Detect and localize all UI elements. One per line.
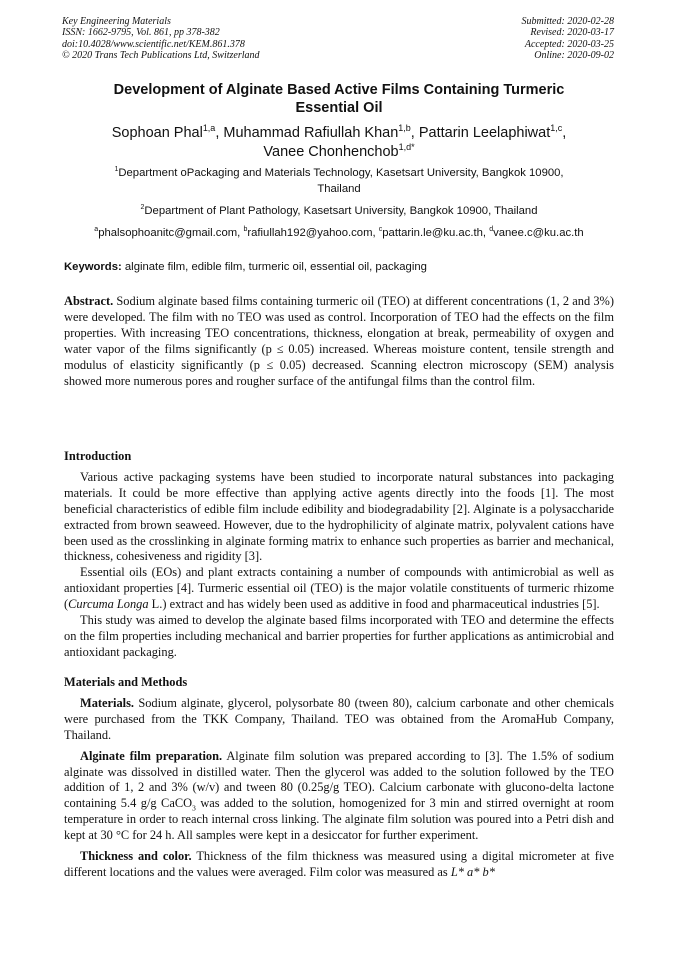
doi-line: doi:10.4028/www.scientific.net/KEM.861.378	[62, 38, 245, 50]
keywords	[64, 260, 614, 274]
email-b[interactable]: rafiullah192@yahoo.com,	[247, 227, 379, 239]
journal-header-left	[62, 16, 260, 62]
species-name: Curcuma Longa	[68, 597, 149, 612]
email-b-mark: b	[243, 226, 248, 234]
keywords-label: Keywords:	[64, 261, 122, 273]
email-d-mark: d	[489, 226, 494, 234]
author-1-name: Sophoan Phal	[111, 125, 203, 141]
title-line-1: Development of Alginate Based Active Films Containing Turmeric	[113, 82, 565, 98]
author-3-name: Pattarin Leelaphiwat	[418, 125, 551, 141]
film-preparation-text-a: Alginate film solution was prepared according to [3]. The 1.5% of sodium alginate was dissolved in distilled water. Then the glycerol was added to the solution followed by the TEO addition of 1, 2 and 3% (w/v) and tween 80 (0.25g/g TEO). Calcium carbonate with glucono-delta lactone containing 5.4 g/g CaCO	[64, 748, 614, 811]
lab-color-notation: L* a* b*	[450, 864, 495, 879]
methods-heading: Materials and Methods	[64, 675, 188, 689]
author-emails	[80, 226, 598, 242]
thickness-color-label: Thickness and color.	[80, 849, 192, 864]
email-c-mark: c	[378, 226, 383, 234]
affiliation-1-line-1: Department oPackaging and Materials Technology, Kasetsart University, Bangkok 10900,	[118, 167, 564, 179]
online-date: Online: 2020-09-02	[534, 50, 614, 62]
email-a-mark: a	[94, 226, 99, 234]
affiliation-2-text: Department of Plant Pathology, Kasetsart University, Bangkok 10900, Thailand	[144, 205, 538, 217]
author-1-affil: 1,a	[202, 123, 216, 134]
author-2-name: Muhammad Rafiullah Khan	[223, 125, 399, 141]
author-4-affil: 1,d*	[398, 142, 415, 153]
keywords-text: alginate film, edible film, turmeric oil, essential oil, packaging	[121, 261, 427, 273]
journal-header-right	[522, 16, 615, 62]
author-3-affil: 1,c	[550, 123, 563, 134]
journal-name: Key Engineering Materials	[62, 16, 171, 27]
issn-line: ISSN: 1662-9795, Vol. 861, pp 378-382	[62, 27, 220, 39]
thickness-color-paragraph	[64, 849, 614, 881]
affiliation-1-line-2: Thailand	[317, 182, 361, 195]
author-2-affil: 1,b	[398, 123, 411, 134]
abstract-text: Sodium alginate based films containing turmeric oil (TEO) at different concentrations (1, 2 and 3%) were developed. The film with no TEO was used as control. Incorporation of TEO had the effects on the film properties. With increasing TEO concentrations, thickness, elongation at break, permeability of oxygen and water vapor of the films significantly (p ≤ 0.05) increased. Whereas moisture content, tensile strength and modulus of elasticity significantly (p ≤ 0.05) decreased. Scanning electron microscopy (SEM) analysis showed more numerous pores and rougher surface of the antifungal films than the control film.	[64, 294, 614, 388]
introduction-paragraph-2	[64, 565, 614, 613]
author-4-name: Vanee Chonhenchob	[263, 144, 399, 160]
email-c[interactable]: pattarin.le@ku.ac.th,	[382, 227, 490, 239]
film-preparation-label: Alginate film preparation.	[80, 748, 223, 763]
materials-paragraph	[64, 696, 614, 744]
introduction-paragraph-1: Various active packaging systems have been studied to incorporate natural substances into packaging materials. It could be more effective than applying active agents directly into the foods [1]. The most beneficial characteristics of edible film include edibility and biodegradability [2]. Alginate is a polysaccharide extracted from brown seaweed. However, due to the hydrophilicity of alginate matrix, polyvalent cations have been used as the crosslinking in alginate forming matrix to enhance such properties as barrier and mechanical, thickness, cohesiveness and rigidity [3].	[64, 469, 614, 564]
caco3-subscript: 3	[192, 803, 196, 813]
introduction-heading: Introduction	[64, 449, 132, 463]
affiliation-2-mark: 2	[140, 204, 145, 212]
affiliation-2	[80, 204, 598, 220]
submitted-date: Submitted: 2020-02-28	[521, 16, 614, 27]
film-preparation-text-b: was added to the solution, homogenized for 3 min and stirred overnight at room temperature in order to reach internal cross linking. The alginate film solution was poured into a Petri dish and kept at 30 °C for 24 h. All samples were kept in a desiccator for further experiment.	[64, 796, 614, 843]
materials-label: Materials.	[80, 695, 135, 710]
abstract	[64, 294, 614, 389]
intro-p2-text-b: L.) extract and has widely been used as additive in food and pharmaceutical industries [5].	[148, 597, 600, 612]
email-a[interactable]: phalsophoanitc@gmail.com,	[98, 227, 244, 239]
affiliation-1-mark: 1	[114, 166, 119, 174]
thickness-color-text: Thickness of the film thickness was measured using a digital micrometer at five different locations and the values were averaged. Film color was measured as	[64, 849, 614, 879]
author-list: Sophoan Phal$^{1,a}$, Muhammad Rafiullah Khan$^{1,b}$, Pattarin Leelaphiwat$^{1,c}$, Vanee Chonhenchob$^{1,d*}$	[111, 123, 567, 160]
intro-p2-text-a: Essential oils (EOs) and plant extracts containing a number of compounds with antimicrobial as well as antioxidant properties [4]. Turmeric essential oil (TEO) is the major volatile constituents of turmeric rhizome (	[64, 565, 614, 612]
introduction-paragraph-3: This study was aimed to develop the alginate based films incorporated with TEO and determine the effects on the film properties including mechanical and barrier properties for further applications as antimicrobial and antioxidant packaging.	[64, 613, 614, 659]
methods-section	[64, 675, 614, 881]
affiliation-1	[80, 166, 598, 197]
abstract-label: Abstract.	[64, 294, 114, 308]
introduction-section	[64, 449, 614, 661]
email-d[interactable]: vanee.c@ku.ac.th	[493, 227, 584, 239]
accepted-date: Accepted: 2020-03-25	[524, 38, 614, 50]
revised-date: Revised: 2020-03-17	[530, 27, 614, 39]
title-line-2: Essential Oil	[295, 100, 383, 116]
copyright-line: © 2020 Trans Tech Publications Ltd, Switzerland	[62, 50, 260, 62]
paper-title	[70, 81, 608, 117]
materials-text: Sodium alginate, glycerol, polysorbate 80 (tween 80), calcium carbonate and other chemicals were purchased from the TKK Company, Thailand. TEO was obtained from the AromaHub Company, Thailand.	[64, 695, 614, 742]
film-preparation-paragraph	[64, 749, 614, 844]
